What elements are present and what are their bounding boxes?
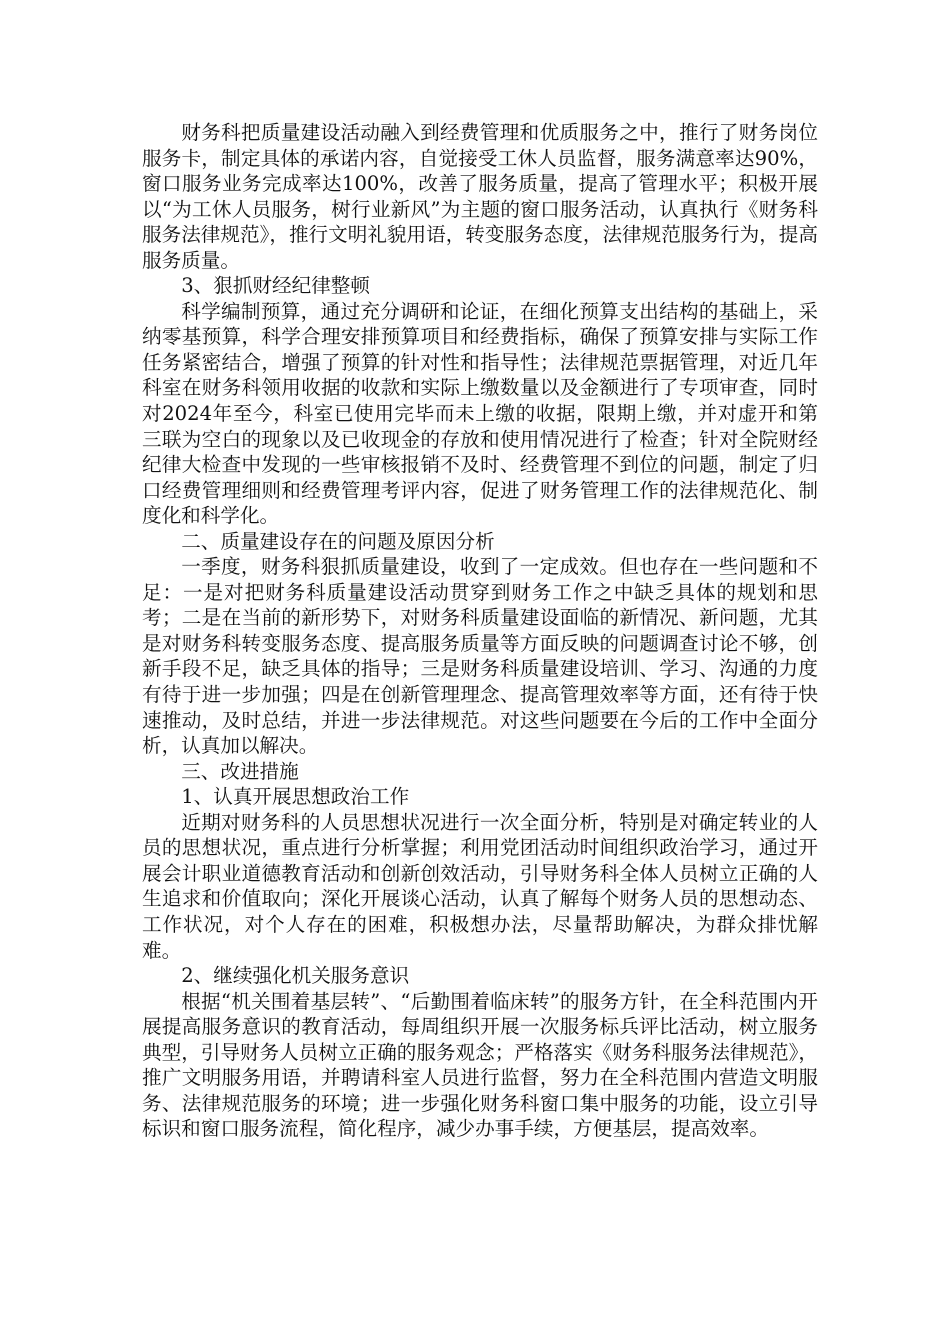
heading-improvement-measures: 三、改进措施 [181,759,299,783]
paragraph-quality-service: 财务科把质量建设活动融入到经费管理和优质服务之中，推行了财务岗位服务卡，制定具体的承诺内容，自觉接受工休人员监督，服务满意率达90%，窗口服务业务完成率达100%，改善了服务质量，提高了管理水平；积极开展以“为工休人员服务，树行业新风”为主题的窗口服务活动，认真执行《财务科服务法律规范》，推行文明礼貌用语，转变服务态度，法律规范服务行为，提高服务质量。 [142,121,818,272]
paragraph-service-awareness: 根据“机关围着基层转”、“后勤围着临床转”的服务方针，在全科范围内开展提高服务意识的教育活动，每周组织开展一次服务标兵评比活动，树立服务典型，引导财务人员树立正确的服务观念；严格落实《财务科服务法律规范》，推广文明服务用语，并聘请科室人员进行监督，努力在全科范围内营造文明服务、法律规范服务的环境；进一步强化财务科窗口集中服务的功能，设立引导标识和窗口服务流程，简化程序，减少办事手续，方便基层，提高效率。 [142,989,818,1141]
heading-financial-discipline: 3、狠抓财经纪律整顿 [181,274,370,298]
document-page [142,120,818,1142]
heading-problems-analysis: 二、质量建设存在的问题及原因分析 [181,529,495,553]
heading-political-work: 1、认真开展思想政治工作 [181,785,410,809]
heading-service-awareness: 2、继续强化机关服务意识 [181,964,410,988]
paragraph-problems: 一季度，财务科狠抓质量建设，收到了一定成效。但也存在一些问题和不足：一是对把财务科质量建设活动贯穿到财务工作之中缺乏具体的规划和思考；二是在当前的新形势下，对财务科质量建设面临的新情况、新问题，尤其是对财务科转变服务态度、提高服务质量等方面反映的问题调查讨论不够，创新手段不足，缺乏具体的指导；三是财务科质量建设培训、学习、沟通的力度有待于进一步加强；四是在创新管理理念、提高管理效率等方面，还有待于快速推动，及时总结，并进一步法律规范。对这些问题要在今后的工作中全面分析，认真加以解决。 [142,555,818,758]
paragraph-political-work: 近期对财务科的人员思想状况进行一次全面分析，特别是对确定转业的人员的思想状况，重点进行分析掌握；利用党团活动时间组织政治学习，通过开展会计职业道德教育活动和创新创效活动，引导财务科全体人员树立正确的人生追求和价值取向；深化开展谈心活动，认真了解每个财务人员的思想动态、工作状况，对个人存在的困难，积极想办法，尽量帮助解决，为群众排忧解难。 [142,810,818,962]
paragraph-budget-management: 科学编制预算，通过充分调研和论证，在细化预算支出结构的基础上，采纳零基预算，科学合理安排预算项目和经费指标，确保了预算安排与实际工作任务紧密结合，增强了预算的针对性和指导性；法律规范票据管理，对近几年科室在财务科领用收据的收款和实际上缴数量以及金额进行了专项审查，同时对2024年至今，科室已使用完毕而未上缴的收据，限期上缴，并对虚开和第三联为空白的现象以及已收现金的存放和使用情况进行了检查；针对全院财经纪律大检查中发现的一些审核报销不及时、经费管理不到位的问题，制定了归口经费管理细则和经费管理考评内容，促进了财务管理工作的法律规范化、制度化和科学化。 [142,299,818,528]
